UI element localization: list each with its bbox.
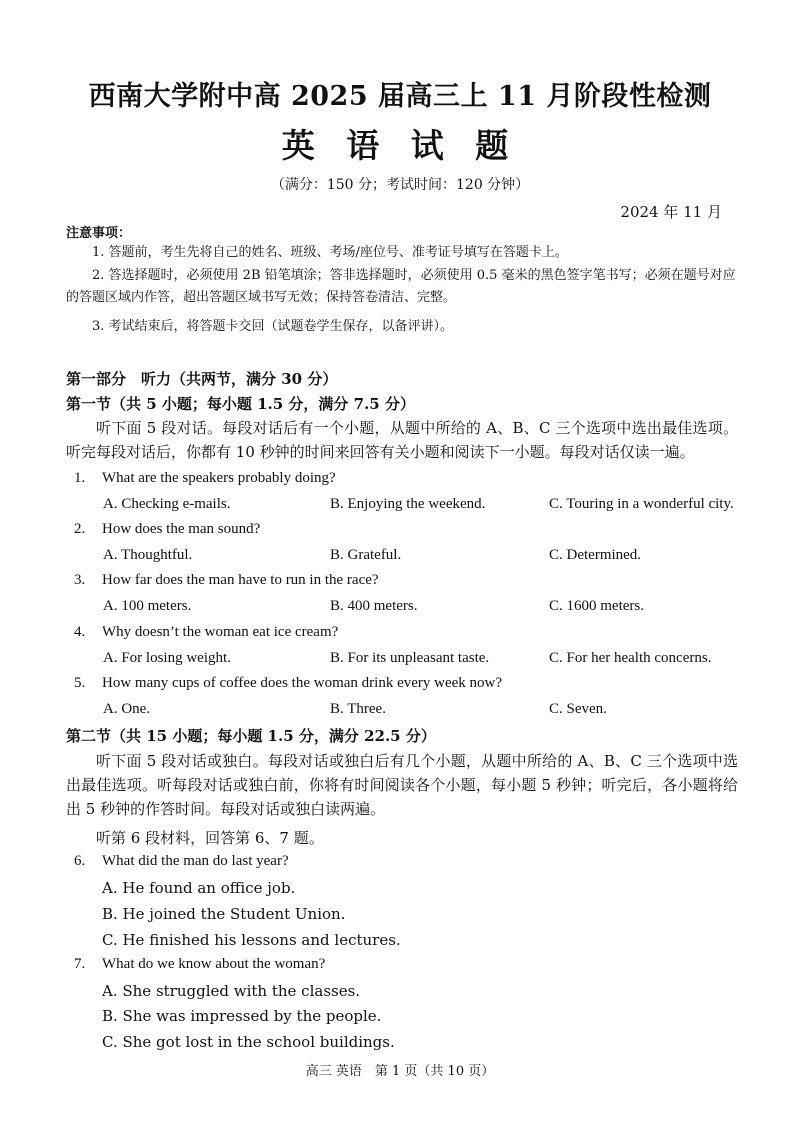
question-number: 3. [74,572,86,588]
subject-title: 英 语 试 题 [281,126,519,165]
question [74,853,289,870]
question-number: 5. [74,675,86,691]
question [74,675,502,692]
question-number: 4. [74,624,86,640]
question [74,572,379,589]
part-heading: 第一部分 听力（共两节，满分 30 分） [66,370,338,388]
question-number: 1. [74,470,86,486]
question-text: How far does the man have to run in the race? [102,572,379,588]
section-heading: 第一节（共 5 小题；每小题 1.5 分，满分 7.5 分） [66,395,415,413]
question [74,470,336,487]
notice-item: 2. 答选择题时，必须使用 2B 铅笔填涂；答非选择题时，必须使用 0.5 毫米的黑色签字笔书写；必须在题号对应的答题区域内作答，超出答题区域书写无效；保持答卷清洁、完整。 [66,268,736,305]
option-a: A. Thoughtful. [103,547,193,563]
question-number: 6. [74,853,86,869]
question-text: What do we know about the woman? [102,956,326,972]
question-number: 2. [74,521,86,537]
option-a: A. Checking e-mails. [103,496,231,512]
option-a: A. For losing weight. [103,650,231,666]
notice-item: 1. 答题前，考生先将自己的姓名、班级、考场/座位号、准考证号填写在答题卡上。 [92,245,568,260]
option-b: B. Enjoying the weekend. [330,496,486,512]
exam-info: （满分：150 分；考试时间：120 分钟） [270,177,530,193]
option-c: C. Touring in a wonderful city. [549,496,734,512]
option-a: A. She struggled with the classes. [102,982,361,1000]
option-a: A. 100 meters. [103,598,192,614]
option-c: C. Determined. [549,547,642,563]
option-c: C. 1600 meters. [549,598,644,614]
option-c: C. He finished his lessons and lectures. [102,931,401,949]
question [74,956,325,973]
option-b: B. She was impressed by the people. [102,1007,382,1025]
option-b: B. 400 meters. [330,598,418,614]
section-instructions: 听下面 5 段对话。每段对话后有一个小题，从题中所给的 A、B、C 三个选项中选出最佳选项。听完每段对话后，你都有 10 秒钟的时间来回答有关小题和阅读下一小题。每段对话仅读一遍。 [66,419,738,461]
option-b: B. Grateful. [330,547,402,563]
question-number: 7. [74,956,86,972]
notice-item: 3. 考试结束后，将答题卡交回（试题卷学生保存，以备评讲）。 [92,319,454,334]
question-text: How many cups of coffee does the woman drink every week now? [102,675,503,691]
section-instructions: 听下面 5 段对话或独白。每段对话或独白后有几个小题，从题中所给的 A、B、C 三个选项中选出最佳选项。听每段对话或独白前，你将有时间阅读各个小题，每小题 5 秒钟；听完后，各小题将给出 5 秒钟的作答时间。每段对话或独白读两遍。 [66,752,738,818]
question [74,521,260,538]
option-a: A. One. [103,701,151,717]
option-c: C. Seven. [549,701,607,717]
question-text: Why doesn’t the woman eat ice cream? [102,624,339,640]
option-b: B. For its unpleasant taste. [330,650,490,666]
notice-heading: 注意事项： [66,226,132,241]
option-a: A. He found an office job. [102,879,296,897]
exam-date: 2024 年 11 月 [620,203,722,221]
exam-title: 西南大学附中高 2025 届高三上 11 月阶段性检测 [88,81,712,112]
material-note: 听第 6 段材料，回答第 6、7 题。 [96,829,324,847]
option-b: B. He joined the Student Union. [102,905,346,923]
question-text: How does the man sound? [102,521,261,537]
section-heading: 第二节（共 15 小题；每小题 1.5 分，满分 22.5 分） [66,727,436,745]
question [74,624,338,641]
option-c: C. She got lost in the school buildings. [102,1033,395,1051]
page-footer: 高三 英语 第 1 页（共 10 页） [305,1064,495,1079]
question-text: What are the speakers probably doing? [102,470,336,486]
option-b: B. Three. [330,701,386,717]
question-text: What did the man do last year? [102,853,289,869]
option-c: C. For her health concerns. [549,650,712,666]
